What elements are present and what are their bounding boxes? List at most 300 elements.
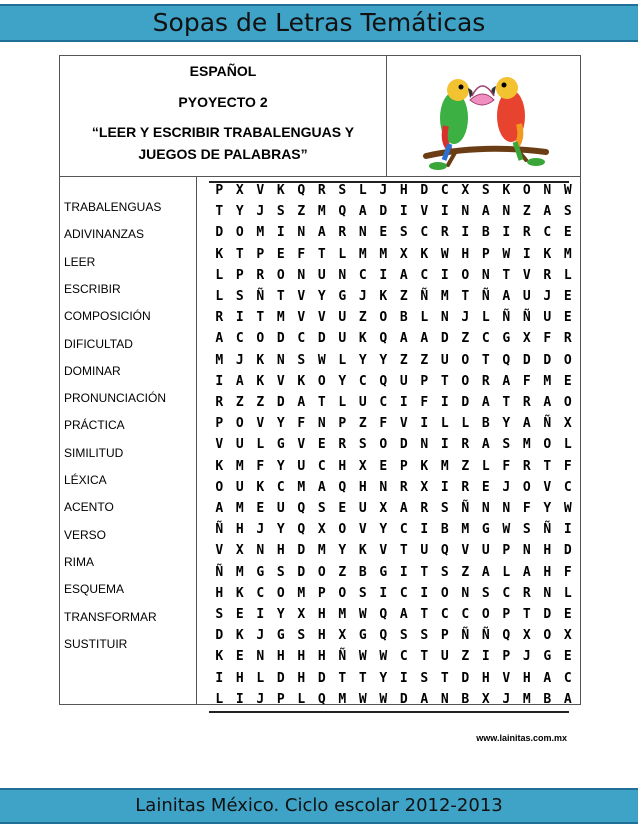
grid-letter: Ñ xyxy=(215,522,224,538)
grid-letter: M xyxy=(235,501,244,516)
grid-letter: C xyxy=(563,479,572,495)
grid-letter: A xyxy=(399,501,408,516)
grid-letter: M xyxy=(317,204,326,220)
grid-letter: O xyxy=(235,225,244,241)
grid-letter: D xyxy=(543,352,552,368)
grid-letter: G xyxy=(502,331,511,347)
grid-letter: O xyxy=(379,437,388,453)
website-credit: www.lainitas.com.mx xyxy=(476,733,567,743)
grid-letter: I xyxy=(481,649,490,665)
grid-letter: A xyxy=(543,670,552,686)
grid-letter: S xyxy=(420,628,429,644)
grid-letter: H xyxy=(317,628,326,644)
grid-letter: X xyxy=(235,183,244,198)
grid-letter: Q xyxy=(297,501,306,516)
grid-letter: S xyxy=(358,437,367,453)
grid-letter: A xyxy=(563,691,572,707)
grid-letter: C xyxy=(399,649,408,665)
grid-letter: N xyxy=(543,183,552,198)
grid-letter: P xyxy=(235,267,244,283)
grid-letter: H xyxy=(276,649,285,665)
grid-letter: U xyxy=(481,543,490,559)
grid-letter: W xyxy=(358,649,367,665)
grid-letter: C xyxy=(420,225,429,241)
grid-letter: A xyxy=(215,331,224,347)
grid-letter: L xyxy=(461,416,470,432)
grid-letter: E xyxy=(563,373,572,389)
grid-letter: I xyxy=(399,395,408,410)
grid-letter: X xyxy=(563,628,572,644)
grid-letter: Q xyxy=(379,331,388,347)
grid-letter: E xyxy=(276,246,285,262)
grid-letter: W xyxy=(358,691,367,707)
grid-letter: V xyxy=(297,310,306,326)
grid-letter: A xyxy=(297,395,306,410)
grid-letter: W xyxy=(358,607,367,622)
grid-letter: B xyxy=(358,564,367,580)
word-list-item: ESCRIBIR xyxy=(64,281,121,296)
grid-letter: E xyxy=(317,437,326,453)
word-list-item: SIMILITUD xyxy=(64,445,124,460)
grid-letter: U xyxy=(235,437,244,453)
grid-letter: Ñ xyxy=(420,289,429,304)
grid-letter: M xyxy=(522,437,531,453)
grid-letter: M xyxy=(358,246,367,262)
grid-letter: Y xyxy=(379,522,388,538)
grid-letter: L xyxy=(502,564,511,580)
grid-letter: P xyxy=(481,246,490,262)
grid-letter: O xyxy=(276,267,285,283)
grid-letter: O xyxy=(543,628,552,644)
grid-letter: I xyxy=(440,267,449,283)
grid-letter: V xyxy=(215,543,224,559)
grid-letter: T xyxy=(502,267,511,283)
grid-letter: K xyxy=(215,458,224,474)
grid-letter: N xyxy=(379,479,388,495)
grid-letter: X xyxy=(379,501,388,516)
grid-letter: Z xyxy=(461,649,470,665)
grid-letter: I xyxy=(215,670,224,686)
grid-letter: A xyxy=(543,204,552,220)
grid-letter: T xyxy=(420,607,429,622)
grid-letter: D xyxy=(440,331,449,347)
grid-letter: Q xyxy=(317,691,326,707)
grid-letter: N xyxy=(522,543,531,559)
grid-letter: Ñ xyxy=(481,289,490,304)
grid-letter: O xyxy=(338,585,347,601)
grid-letter: B xyxy=(481,225,490,241)
grid-letter: L xyxy=(481,458,490,474)
grid-letter: S xyxy=(563,204,572,220)
grid-letter: J xyxy=(256,691,265,707)
grid-letter: D xyxy=(317,670,326,686)
grid-letter: Z xyxy=(461,564,470,580)
grid-letter: D xyxy=(276,395,285,410)
grid-letter: Ñ xyxy=(502,310,511,326)
grid-letter: J xyxy=(522,649,531,665)
grid-letter: L xyxy=(297,691,306,707)
grid-letter: K xyxy=(358,331,367,347)
grid-letter: O xyxy=(317,564,326,580)
grid-letter: W xyxy=(379,691,388,707)
grid-letter: D xyxy=(461,670,470,686)
grid-letter: E xyxy=(563,607,572,622)
grid-letter: A xyxy=(502,373,511,389)
grid-letter: V xyxy=(522,267,531,283)
grid-letter: V xyxy=(317,310,326,326)
grid-letter: S xyxy=(420,670,429,686)
grid-letter: R xyxy=(317,183,326,198)
grid-letter: X xyxy=(481,691,490,707)
grid-letter: C xyxy=(543,225,552,241)
grid-letter: H xyxy=(297,670,306,686)
grid-letter: T xyxy=(543,458,552,474)
word-list-item: SUSTITUIR xyxy=(64,636,128,651)
grid-letter: A xyxy=(481,204,490,220)
word-list-item: DIFICULTAD xyxy=(64,336,133,351)
grid-letter: O xyxy=(461,373,470,389)
grid-letter: S xyxy=(297,352,306,368)
grid-letter: I xyxy=(440,437,449,453)
grid-letter: E xyxy=(563,649,572,665)
grid-letter: T xyxy=(338,670,347,686)
grid-letter: T xyxy=(317,395,326,410)
grid-letter: A xyxy=(215,501,224,516)
grid-letter: O xyxy=(563,395,572,410)
word-list-item: ACENTO xyxy=(64,500,114,515)
grid-letter: K xyxy=(358,543,367,559)
grid-letter: U xyxy=(543,310,552,326)
grid-letter: K xyxy=(215,649,224,665)
grid-letter: P xyxy=(317,585,326,601)
subject-label: ESPAÑOL xyxy=(189,63,257,79)
grid-letter: H xyxy=(399,183,408,198)
grid-letter: R xyxy=(461,479,470,495)
grid-letter: R xyxy=(215,310,224,326)
grid-letter: Z xyxy=(338,564,347,580)
word-list-item: COMPOSICIÓN xyxy=(64,309,151,324)
grid-letter: N xyxy=(256,649,265,665)
grid-letter: U xyxy=(358,395,367,410)
grid-letter: Ñ xyxy=(522,310,531,326)
grid-letter: E xyxy=(563,310,572,326)
grid-letter: S xyxy=(481,585,490,601)
grid-letter: D xyxy=(379,204,388,220)
grid-letter: J xyxy=(543,289,552,304)
grid-letter: Z xyxy=(256,395,265,410)
word-list-item: ADIVINANZAS xyxy=(64,227,145,242)
grid-letter: O xyxy=(235,416,244,432)
grid-letter: L xyxy=(338,352,347,368)
grid-letter: M xyxy=(563,246,572,262)
illustration-panel xyxy=(386,56,581,177)
grid-letter: T xyxy=(522,607,531,622)
grid-letter: L xyxy=(215,267,224,283)
grid-letter: B xyxy=(481,416,490,432)
grid-letter: S xyxy=(440,501,449,516)
grid-letter: N xyxy=(481,267,490,283)
grid-letter: S xyxy=(399,628,408,644)
grid-letter: A xyxy=(481,564,490,580)
grid-letter: E xyxy=(481,479,490,495)
grid-letter: H xyxy=(235,522,244,538)
grid-letter: F xyxy=(379,416,388,432)
grid-letter: T xyxy=(235,246,244,262)
grid-letter: V xyxy=(379,543,388,559)
grid-letter: Z xyxy=(420,352,429,368)
grid-letter: D xyxy=(215,628,224,644)
grid-letter: J xyxy=(502,479,511,495)
grid-letter: O xyxy=(481,607,490,622)
grid-letter: N xyxy=(317,416,326,432)
grid-letter: J xyxy=(256,522,265,538)
grid-letter: R xyxy=(543,267,552,283)
grid-letter: P xyxy=(276,691,285,707)
grid-letter: H xyxy=(215,585,224,601)
grid-letter: W xyxy=(317,352,326,368)
grid-letter: K xyxy=(543,246,552,262)
grid-letter: V xyxy=(256,183,265,198)
grid-letter: F xyxy=(420,395,429,410)
grid-letter: R xyxy=(420,501,429,516)
grid-letter: E xyxy=(563,225,572,241)
grid-letter: H xyxy=(461,246,470,262)
grid-letter: K xyxy=(256,352,265,368)
word-list-item: DOMINAR xyxy=(64,363,121,378)
grid-letter: H xyxy=(297,649,306,665)
grid-letter: W xyxy=(379,649,388,665)
grid-letter: O xyxy=(256,331,265,347)
grid-letter: U xyxy=(297,458,306,474)
grid-letter: X xyxy=(461,183,470,198)
grid-letter: I xyxy=(379,267,388,283)
grid-letter: S xyxy=(399,225,408,241)
grid-letter: F xyxy=(522,501,531,516)
grid-letter: O xyxy=(379,310,388,326)
grid-letter: S xyxy=(502,437,511,453)
grid-letter: V xyxy=(420,204,429,220)
grid-letter: E xyxy=(235,607,244,622)
grid-letter: X xyxy=(297,607,306,622)
grid-letter: O xyxy=(215,479,224,495)
word-list-item: VERSO xyxy=(64,527,107,542)
grid-letter: F xyxy=(543,331,552,347)
grid-letter: K xyxy=(502,183,511,198)
grid-letter: R xyxy=(461,437,470,453)
grid-letter: M xyxy=(440,458,449,474)
grid-letter: K xyxy=(256,479,265,495)
grid-letter: Z xyxy=(358,416,367,432)
grid-letter: C xyxy=(481,331,490,347)
grid-letter: O xyxy=(440,585,449,601)
grid-letter: Q xyxy=(379,607,388,622)
grid-letter: R xyxy=(256,267,265,283)
grid-letter: Z xyxy=(461,331,470,347)
grid-letter: L xyxy=(338,395,347,410)
grid-letter: Ñ xyxy=(543,522,552,538)
grid-letter: J xyxy=(256,204,265,220)
grid-letter: V xyxy=(543,479,552,495)
grid-letter: R xyxy=(338,437,347,453)
grid-letter: Y xyxy=(338,543,347,559)
grid-letter: H xyxy=(543,564,552,580)
grid-letter: M xyxy=(256,225,265,241)
grid-letter: L xyxy=(481,310,490,326)
grid-letter: D xyxy=(215,225,224,241)
grid-letter: F xyxy=(563,564,572,580)
grid-letter: T xyxy=(399,543,408,559)
grid-letter: A xyxy=(481,395,490,410)
grid-letter: C xyxy=(563,670,572,686)
grid-letter: T xyxy=(256,310,265,326)
word-list-item: RIMA xyxy=(64,554,94,569)
grid-letter: P xyxy=(502,649,511,665)
grid-letter: K xyxy=(235,585,244,601)
grid-letter: C xyxy=(440,183,449,198)
grid-letter: G xyxy=(358,628,367,644)
grid-letter: M xyxy=(379,246,388,262)
grid-letter: S xyxy=(215,607,224,622)
grid-letter: N xyxy=(461,204,470,220)
grid-letter: N xyxy=(338,267,347,283)
grid-letter: S xyxy=(297,628,306,644)
grid-letter: M xyxy=(338,607,347,622)
grid-letter: Q xyxy=(502,352,511,368)
grid-letter: T xyxy=(317,246,326,262)
grid-letter: O xyxy=(522,479,531,495)
grid-letter: Y xyxy=(276,607,285,622)
grid-letter: U xyxy=(338,331,347,347)
grid-letter: S xyxy=(317,501,326,516)
grid-letter: Y xyxy=(543,501,552,516)
grid-letter: T xyxy=(420,564,429,580)
grid-letter: Ñ xyxy=(481,628,490,644)
grid-letter: Z xyxy=(522,204,531,220)
grid-letter: E xyxy=(256,501,265,516)
grid-letter: Z xyxy=(297,204,306,220)
grid-letter: L xyxy=(563,437,572,453)
grid-letter: F xyxy=(297,416,306,432)
grid-letter: H xyxy=(317,607,326,622)
grid-letter: U xyxy=(317,267,326,283)
grid-letter: C xyxy=(502,585,511,601)
grid-letter: M xyxy=(317,543,326,559)
grid-letter: C xyxy=(297,331,306,347)
grid-letter: Y xyxy=(502,416,511,432)
grid-letter: M xyxy=(297,585,306,601)
grid-letter: X xyxy=(317,522,326,538)
grid-row xyxy=(209,686,578,713)
grid-letter: P xyxy=(215,416,224,432)
grid-letter: Y xyxy=(276,458,285,474)
grid-letter: I xyxy=(276,225,285,241)
grid-letter: U xyxy=(276,501,285,516)
grid-letter: A xyxy=(481,437,490,453)
grid-letter: D xyxy=(420,183,429,198)
grid-letter: U xyxy=(420,543,429,559)
grid-letter: H xyxy=(358,479,367,495)
grid-letter: U xyxy=(358,501,367,516)
grid-letter: C xyxy=(235,331,244,347)
grid-letter: X xyxy=(563,416,572,432)
grid-bottom-rule xyxy=(209,711,569,713)
grid-letter: N xyxy=(440,310,449,326)
grid-letter: R xyxy=(522,458,531,474)
grid-letter: Z xyxy=(399,289,408,304)
grid-letter: H xyxy=(522,670,531,686)
word-list xyxy=(60,176,197,704)
grid-letter: A xyxy=(235,373,244,389)
grid-letter: H xyxy=(481,670,490,686)
grid-letter: C xyxy=(379,395,388,410)
grid-letter: R xyxy=(481,373,490,389)
grid-letter: O xyxy=(317,373,326,389)
grid-letter: Z xyxy=(358,310,367,326)
grid-letter: G xyxy=(338,289,347,304)
grid-letter: V xyxy=(215,437,224,453)
grid-letter: V xyxy=(399,416,408,432)
grid-letter: Y xyxy=(235,204,244,220)
grid-letter: M xyxy=(235,458,244,474)
grid-letter: B xyxy=(461,691,470,707)
grid-letter: M xyxy=(522,691,531,707)
grid-letter: D xyxy=(276,331,285,347)
grid-letter: V xyxy=(502,670,511,686)
grid-letter: G xyxy=(276,437,285,453)
grid-letter: Ñ xyxy=(256,289,265,304)
grid-letter: M xyxy=(215,352,224,368)
grid-letter: L xyxy=(358,183,367,198)
grid-letter: J xyxy=(235,352,244,368)
grid-letter: A xyxy=(399,331,408,347)
grid-letter: T xyxy=(461,289,470,304)
grid-letter: I xyxy=(440,395,449,410)
grid-letter: D xyxy=(276,670,285,686)
grid-letter: Q xyxy=(338,204,347,220)
grid-letter: Ñ xyxy=(215,564,224,580)
grid-letter: A xyxy=(502,289,511,304)
footer-banner xyxy=(0,788,638,824)
grid-letter: L xyxy=(256,437,265,453)
grid-letter: H xyxy=(235,670,244,686)
grid-letter: N xyxy=(481,501,490,516)
grid-letter: J xyxy=(379,183,388,198)
grid-letter: N xyxy=(502,501,511,516)
grid-letter: I xyxy=(235,691,244,707)
grid-letter: E xyxy=(338,501,347,516)
grid-letter: L xyxy=(563,267,572,283)
grid-letter: I xyxy=(399,564,408,580)
grid-letter: D xyxy=(317,331,326,347)
grid-letter: U xyxy=(338,310,347,326)
grid-letter: I xyxy=(502,225,511,241)
grid-letter: Q xyxy=(502,628,511,644)
parrots-illustration xyxy=(386,56,581,176)
grid-letter: I xyxy=(522,246,531,262)
grid-letter: C xyxy=(399,522,408,538)
grid-letter: T xyxy=(481,352,490,368)
grid-letter: G xyxy=(276,628,285,644)
grid-letter: S xyxy=(440,564,449,580)
grid-letter: A xyxy=(522,564,531,580)
grid-letter: X xyxy=(338,628,347,644)
grid-letter: S xyxy=(481,183,490,198)
topic-line-2: JUEGOS DE PALABRAS” xyxy=(138,146,308,162)
grid-letter: W xyxy=(502,522,511,538)
grid-letter: I xyxy=(420,585,429,601)
grid-letter: F xyxy=(256,458,265,474)
grid-letter: I xyxy=(420,522,429,538)
